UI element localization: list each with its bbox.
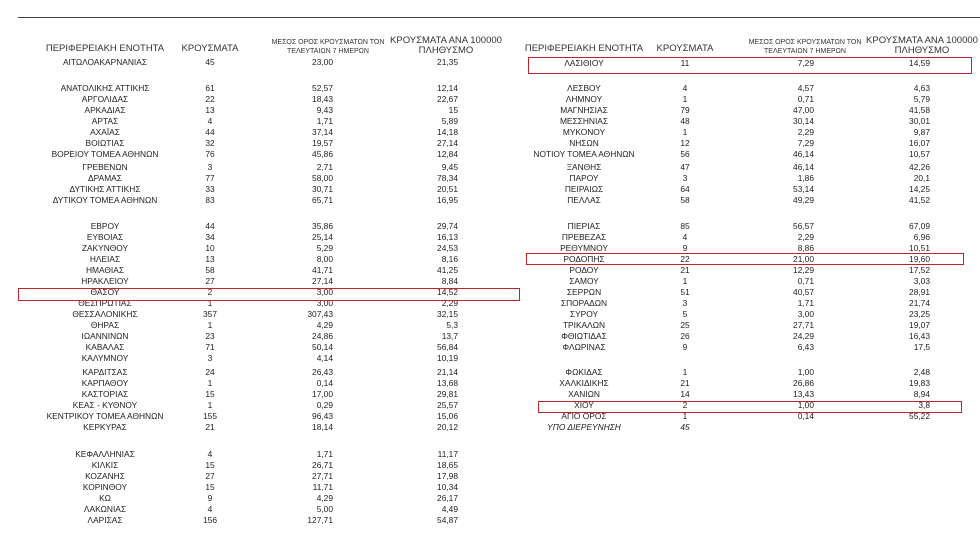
left-cell-region: ΑΙΤΩΛΟΑΚΑΡΝΑΝΙΑΣ [62,57,148,67]
left-cell-avg: 4,29 [316,320,333,330]
right-cell-region: ΧΑΛΚΙΔΙΚΗΣ [559,378,609,388]
left-cell-region: ΔΡΑΜΑΣ [88,173,122,183]
left-cell-cases: 32 [205,138,215,148]
left-cell-cases: 2 [207,287,213,297]
left-cell-per100k: 10,19 [437,353,458,363]
left-cell-cases: 21 [205,422,215,432]
left-cell-region: ΘΗΡΑΣ [90,320,120,330]
left-cell-region: ΗΡΑΚΛΕΙΟΥ [81,276,129,286]
right-header-cases: ΚΡΟΥΣΜΑΤΑ [656,43,714,54]
left-cell-cases: 1 [207,378,213,388]
left-cell-avg: 127,71 [307,515,333,525]
left-cell-per100k: 18,65 [437,460,458,470]
right-cell-cases: 25 [680,320,690,330]
left-cell-region: ΚΑΒΑΛΑΣ [85,342,125,352]
left-cell-per100k: 2,29 [441,298,458,308]
right-header-per100k: ΚΡΟΥΣΜΑΤΑ ΑΝΑ 100000 ΠΛΗΘΥΣΜΟ [866,35,978,56]
right-cell-avg: 0,71 [797,94,814,104]
left-cell-cases: 33 [205,184,215,194]
right-cell-per100k: 6,96 [913,232,930,242]
right-cell-avg: 49,29 [793,195,814,205]
left-cell-per100k: 17,98 [437,471,458,481]
right-cell-avg: 56,57 [793,221,814,231]
left-cell-per100k: 16,95 [437,195,458,205]
right-cell-cases: 5 [682,309,688,319]
right-cell-per100k: 3,8 [918,400,930,410]
left-cell-avg: 35,86 [312,221,333,231]
right-cell-per100k: 20,1 [913,173,930,183]
left-cell-cases: 1 [207,298,213,308]
right-cell-per100k: 17,52 [909,265,930,275]
right-cell-region: ΦΛΩΡΙΝΑΣ [562,342,606,352]
left-cell-cases: 357 [203,309,217,319]
left-cell-region: ΑΡΚΑΔΙΑΣ [84,105,126,115]
left-cell-avg: 24,86 [312,331,333,341]
left-cell-avg: 17,00 [312,389,333,399]
left-cell-avg: 26,71 [312,460,333,470]
left-cell-avg: 1,71 [316,116,333,126]
left-cell-cases: 58 [205,265,215,275]
left-cell-region: ΚΟΖΑΝΗΣ [85,471,125,481]
right-cell-region: ΦΩΚΙΔΑΣ [565,367,603,377]
right-cell-avg: 8,86 [797,243,814,253]
left-header-avg: ΜΕΣΟΣ ΟΡΟΣ ΚΡΟΥΣΜΑΤΩΝ ΤΟΝ ΤΕΛΕΥΤΑΙΩΝ 7 ΗΜΕΡΩΝ [271,39,385,55]
right-cell-per100k: 9,87 [913,127,930,137]
right-cell-cases: 9 [682,243,688,253]
right-cell-cases: 21 [680,378,690,388]
left-cell-avg: 1,71 [316,449,333,459]
left-cell-cases: 15 [205,482,215,492]
right-cell-per100k: 30,01 [909,116,930,126]
right-cell-cases: 12 [680,138,690,148]
right-cell-per100k: 28,91 [909,287,930,297]
right-cell-per100k: 10,51 [909,243,930,253]
left-cell-avg: 37,14 [312,127,333,137]
left-cell-avg: 45,86 [312,149,333,159]
right-cell-avg: 12,29 [793,265,814,275]
left-cell-cases: 34 [205,232,215,242]
top-rule [18,17,980,18]
right-cell-region: ΠΕΙΡΑΙΩΣ [564,184,604,194]
left-cell-per100k: 12,84 [437,149,458,159]
right-cell-avg: 3,00 [797,309,814,319]
left-cell-avg: 2,71 [316,162,333,172]
left-cell-per100k: 8,84 [441,276,458,286]
left-cell-region: ΖΑΚΥΝΘΟΥ [81,243,129,253]
left-cell-cases: 44 [205,127,215,137]
left-cell-region: ΕΒΡΟΥ [90,221,120,231]
left-cell-avg: 4,14 [316,353,333,363]
left-cell-cases: 3 [207,162,213,172]
right-cell-region: ΠΕΛΛΑΣ [567,195,601,205]
left-cell-cases: 27 [205,276,215,286]
right-cell-per100k: 14,59 [909,58,930,68]
left-cell-avg: 52,57 [312,83,333,93]
left-cell-avg: 27,71 [312,471,333,481]
right-cell-cases: 1 [682,276,688,286]
left-cell-cases: 44 [205,221,215,231]
left-cell-cases: 4 [207,116,213,126]
right-cell-per100k: 14,25 [909,184,930,194]
right-cell-cases: 3 [682,173,688,183]
right-cell-region: ΝΗΣΩΝ [569,138,599,148]
right-cell-region: ΠΡΕΒΕΖΑΣ [561,232,607,242]
right-cell-per100k: 8,94 [913,389,930,399]
right-cell-per100k: 19,83 [909,378,930,388]
left-cell-region: ΚΑΛΥΜΝΟΥ [81,353,129,363]
right-cell-avg: 21,00 [793,254,814,264]
left-cell-per100k: 8,16 [441,254,458,264]
right-cell-per100k: 17,5 [913,342,930,352]
left-cell-region: ΚΙΛΚΙΣ [91,460,119,470]
right-cell-region: ΡΟΔΟΥ [569,265,599,275]
right-cell-avg: 0,71 [797,276,814,286]
right-cell-region: ΣΠΟΡΑΔΩΝ [560,298,608,308]
left-cell-per100k: 24,53 [437,243,458,253]
left-cell-region: ΑΡΤΑΣ [91,116,119,126]
left-cell-region: ΚΟΡΙΝΘΟΥ [82,482,128,492]
left-cell-avg: 27,14 [312,276,333,286]
highlight-box-irakleiou [18,288,520,301]
left-cell-region: ΙΩΑΝΝΙΝΩΝ [81,331,129,341]
right-cell-cases: 47 [680,162,690,172]
left-cell-region: ΗΛΕΙΑΣ [89,254,121,264]
left-cell-per100k: 21,14 [437,367,458,377]
left-cell-region: ΓΡΕΒΕΝΩΝ [82,162,128,172]
left-cell-region: ΚΩ [99,493,111,503]
left-cell-per100k: 56,84 [437,342,458,352]
right-cell-region: ΞΑΝΘΗΣ [566,162,602,172]
left-cell-per100k: 16,13 [437,232,458,242]
right-cell-avg: 46,14 [793,149,814,159]
left-cell-cases: 61 [205,83,215,93]
left-header-region: ΠΕΡΙΦΕΡΕΙΑΚΗ ΕΝΟΤΗΤΑ [45,43,165,54]
left-cell-avg: 50,14 [312,342,333,352]
left-cell-cases: 23 [205,331,215,341]
left-cell-per100k: 78,34 [437,173,458,183]
right-cell-cases: 4 [682,232,688,242]
right-cell-region: ΜΑΓΝΗΣΙΑΣ [560,105,608,115]
right-cell-region: ΜΕΣΣΗΝΙΑΣ [559,116,609,126]
right-cell-per100k: 16,07 [909,138,930,148]
right-cell-per100k: 42,26 [909,162,930,172]
left-cell-region: ΔΥΤΙΚΟΥ ΤΟΜΕΑ ΑΘΗΝΩΝ [52,195,158,205]
right-cell-region: ΧΙΟΥ [574,400,594,410]
left-cell-avg: 19,57 [312,138,333,148]
left-cell-per100k: 11,17 [437,449,458,459]
left-cell-region: ΚΑΡΔΙΤΣΑΣ [82,367,128,377]
right-cell-per100k: 10,57 [909,149,930,159]
left-cell-cases: 9 [207,493,213,503]
left-cell-avg: 11,71 [312,482,333,492]
left-cell-cases: 27 [205,471,215,481]
left-cell-avg: 41,71 [312,265,333,275]
highlight-box-lasithiou [528,57,972,74]
left-cell-avg: 3,00 [316,287,333,297]
right-cell-per100k: 23,25 [909,309,930,319]
right-cell-cases: 22 [680,254,690,264]
left-cell-per100k: 20,12 [437,422,458,432]
left-cell-cases: 155 [203,411,217,421]
right-cell-region: ΥΠΟ ΔΙΕΡΕΥΝΗΣΗ [547,422,621,432]
right-cell-avg: 2,29 [797,232,814,242]
right-cell-region: ΡΕΘΥΜΝΟΥ [560,243,608,253]
right-cell-per100k: 41,52 [909,195,930,205]
left-cell-per100k: 25,57 [437,400,458,410]
left-cell-cases: 4 [207,449,213,459]
left-cell-cases: 1 [207,320,213,330]
right-cell-region: ΣΕΡΡΩΝ [566,287,602,297]
right-cell-cases: 1 [682,94,688,104]
right-cell-per100k: 67,09 [909,221,930,231]
left-cell-per100k: 10,34 [437,482,458,492]
left-cell-cases: 10 [205,243,215,253]
left-cell-avg: 65,71 [312,195,333,205]
highlight-box-rethymnou [526,253,964,265]
right-cell-cases: 21 [680,265,690,275]
right-cell-avg: 30,14 [793,116,814,126]
left-cell-cases: 77 [205,173,215,183]
right-cell-region: ΛΑΣΙΘΙΟΥ [564,58,604,68]
left-cell-cases: 71 [205,342,215,352]
left-cell-region: ΒΟΙΩΤΙΑΣ [85,138,125,148]
left-cell-cases: 15 [205,389,215,399]
left-cell-avg: 5,29 [316,243,333,253]
right-cell-cases: 11 [680,58,690,68]
highlight-box-chanion [538,401,962,413]
left-cell-avg: 23,00 [312,57,333,67]
right-cell-region: ΧΑΝΙΩΝ [568,389,600,399]
right-cell-cases: 56 [680,149,690,159]
left-cell-per100k: 54,87 [437,515,458,525]
left-cell-per100k: 15 [448,105,458,115]
left-cell-region: ΘΕΣΠΡΩΤΙΑΣ [78,298,132,308]
right-cell-region: ΦΘΙΩΤΙΔΑΣ [561,331,607,341]
left-cell-cases: 22 [205,94,215,104]
left-cell-avg: 18,14 [312,422,333,432]
left-cell-region: ΔΥΤΙΚΗΣ ΑΤΤΙΚΗΣ [69,184,141,194]
left-cell-region: ΚΑΡΠΑΘΟΥ [81,378,129,388]
right-cell-avg: 1,86 [797,173,814,183]
right-cell-cases: 14 [680,389,690,399]
left-cell-region: ΚΕΑΣ - ΚΥΘΝΟΥ [72,400,138,410]
right-cell-avg: 2,29 [797,127,814,137]
left-cell-per100k: 13,68 [437,378,458,388]
left-cell-cases: 1 [207,400,213,410]
right-cell-cases: 79 [680,105,690,115]
left-cell-region: ΑΧΑΪΑΣ [90,127,120,137]
right-cell-region: ΣΑΜΟΥ [569,276,599,286]
left-cell-region: ΚΕΦΑΛΛΗΝΙΑΣ [75,449,135,459]
left-cell-region: ΑΝΑΤΟΛΙΚΗΣ ΑΤΤΙΚΗΣ [60,83,150,93]
right-cell-region: ΑΓΙΟ ΟΡΟΣ [561,411,607,421]
left-cell-region: ΚΕΝΤΡΙΚΟΥ ΤΟΜΕΑ ΑΘΗΝΩΝ [46,411,164,421]
right-cell-region: ΠΙΕΡΙΑΣ [567,221,601,231]
left-cell-avg: 8,00 [316,254,333,264]
right-cell-per100k: 41,58 [909,105,930,115]
right-cell-avg: 26,86 [793,378,814,388]
right-cell-cases: 2 [682,400,688,410]
left-cell-cases: 24 [205,367,215,377]
right-cell-cases: 85 [680,221,690,231]
left-cell-cases: 76 [205,149,215,159]
right-cell-avg: 6,43 [797,342,814,352]
right-header-region: ΠΕΡΙΦΕΡΕΙΑΚΗ ΕΝΟΤΗΤΑ [524,43,644,54]
left-cell-per100k: 26,17 [437,493,458,503]
right-cell-avg: 4,57 [797,83,814,93]
left-cell-region: ΘΑΣΟΥ [90,287,120,297]
left-cell-per100k: 27,14 [437,138,458,148]
right-cell-avg: 13,43 [793,389,814,399]
right-cell-region: ΠΑΡΟΥ [569,173,599,183]
right-cell-per100k: 19,60 [909,254,930,264]
left-cell-per100k: 20,51 [437,184,458,194]
left-cell-cases: 13 [205,254,215,264]
right-cell-cases: 58 [680,195,690,205]
right-cell-avg: 47,00 [793,105,814,115]
right-cell-region: ΡΟΔΟΠΗΣ [563,254,605,264]
right-cell-per100k: 19,07 [909,320,930,330]
right-cell-cases: 1 [682,367,688,377]
left-cell-region: ΛΑΡΙΣΑΣ [87,515,123,525]
right-cell-region: ΤΡΙΚΑΛΩΝ [562,320,606,330]
left-cell-avg: 307,43 [307,309,333,319]
right-cell-region: ΣΥΡΟΥ [569,309,599,319]
left-cell-per100k: 9,45 [441,162,458,172]
right-cell-cases: 26 [680,331,690,341]
right-cell-avg: 27,71 [793,320,814,330]
left-cell-avg: 18,43 [312,94,333,104]
left-cell-avg: 58,00 [312,173,333,183]
left-cell-region: ΕΥΒΟΙΑΣ [86,232,124,242]
left-cell-avg: 9,43 [316,105,333,115]
right-cell-avg: 1,71 [797,298,814,308]
left-cell-per100k: 14,18 [437,127,458,137]
right-cell-cases: 64 [680,184,690,194]
right-cell-cases: 51 [680,287,690,297]
right-cell-cases: 3 [682,298,688,308]
left-cell-per100k: 32,15 [437,309,458,319]
left-cell-avg: 25,14 [312,232,333,242]
left-cell-avg: 0,29 [316,400,333,410]
right-cell-avg: 46,14 [793,162,814,172]
left-cell-per100k: 29,74 [437,221,458,231]
left-cell-cases: 13 [205,105,215,115]
right-cell-region: ΛΕΣΒΟΥ [567,83,601,93]
right-cell-region: ΝΟΤΙΟΥ ΤΟΜΕΑ ΑΘΗΝΩΝ [533,149,635,159]
right-cell-per100k: 4,63 [913,83,930,93]
right-cell-avg: 53,14 [793,184,814,194]
left-cell-per100k: 22,67 [437,94,458,104]
right-cell-region: ΜΥΚΟΝΟΥ [562,127,606,137]
right-cell-per100k: 21,74 [909,298,930,308]
right-cell-cases: 48 [680,116,690,126]
right-cell-avg: 0,14 [797,411,814,421]
left-cell-per100k: 15,06 [437,411,458,421]
left-cell-per100k: 5,89 [441,116,458,126]
right-cell-per100k: 5,79 [913,94,930,104]
left-cell-per100k: 13,7 [441,331,458,341]
left-cell-region: ΚΑΣΤΟΡΙΑΣ [81,389,129,399]
right-cell-avg: 7,29 [797,138,814,148]
right-cell-cases: 45 [680,422,690,432]
right-cell-avg: 7,29 [797,58,814,68]
left-cell-avg: 0,14 [316,378,333,388]
right-cell-cases: 1 [682,127,688,137]
left-cell-per100k: 41,25 [437,265,458,275]
left-cell-region: ΗΜΑΘΙΑΣ [85,265,125,275]
left-cell-cases: 156 [203,515,217,525]
left-cell-region: ΘΕΣΣΑΛΟΝΙΚΗΣ [72,309,138,319]
right-cell-per100k: 55,22 [909,411,930,421]
left-cell-region: ΛΑΚΩΝΙΑΣ [83,504,127,514]
left-header-per100k: ΚΡΟΥΣΜΑΤΑ ΑΝΑ 100000 ΠΛΗΘΥΣΜΟ [390,35,502,56]
left-cell-avg: 5,00 [316,504,333,514]
left-cell-cases: 45 [205,57,215,67]
left-cell-cases: 15 [205,460,215,470]
right-cell-avg: 1,00 [797,367,814,377]
right-cell-avg: 24,29 [793,331,814,341]
right-cell-avg: 1,00 [797,400,814,410]
right-cell-cases: 1 [682,411,688,421]
right-cell-cases: 4 [682,83,688,93]
left-cell-per100k: 29,81 [437,389,458,399]
right-header-avg: ΜΕΣΟΣ ΟΡΟΣ ΚΡΟΥΣΜΑΤΩΝ ΤΟΝ ΤΕΛΕΥΤΑΙΩΝ 7 ΗΜΕΡΩΝ [748,39,862,55]
left-cell-region: ΚΕΡΚΥΡΑΣ [83,422,127,432]
right-cell-region: ΛΗΜΝΟΥ [565,94,603,104]
left-cell-region: ΑΡΓΟΛΙΔΑΣ [81,94,129,104]
left-cell-avg: 3,00 [316,298,333,308]
left-cell-region: ΒΟΡΕΙΟΥ ΤΟΜΕΑ ΑΘΗΝΩΝ [51,149,159,159]
left-cell-avg: 96,43 [312,411,333,421]
left-cell-per100k: 5,3 [446,320,458,330]
left-cell-cases: 3 [207,353,213,363]
left-cell-cases: 4 [207,504,213,514]
left-cell-cases: 83 [205,195,215,205]
left-cell-avg: 30,71 [312,184,333,194]
left-cell-avg: 26,43 [312,367,333,377]
left-cell-per100k: 4,49 [441,504,458,514]
left-header-cases: ΚΡΟΥΣΜΑΤΑ [181,43,239,54]
right-cell-per100k: 2,48 [913,367,930,377]
left-cell-per100k: 14,52 [437,287,458,297]
right-cell-per100k: 16,43 [909,331,930,341]
right-cell-avg: 40,57 [793,287,814,297]
left-cell-avg: 4,29 [316,493,333,503]
right-cell-cases: 9 [682,342,688,352]
right-cell-per100k: 3,03 [913,276,930,286]
left-cell-per100k: 21,35 [437,57,458,67]
left-cell-per100k: 12,14 [437,83,458,93]
